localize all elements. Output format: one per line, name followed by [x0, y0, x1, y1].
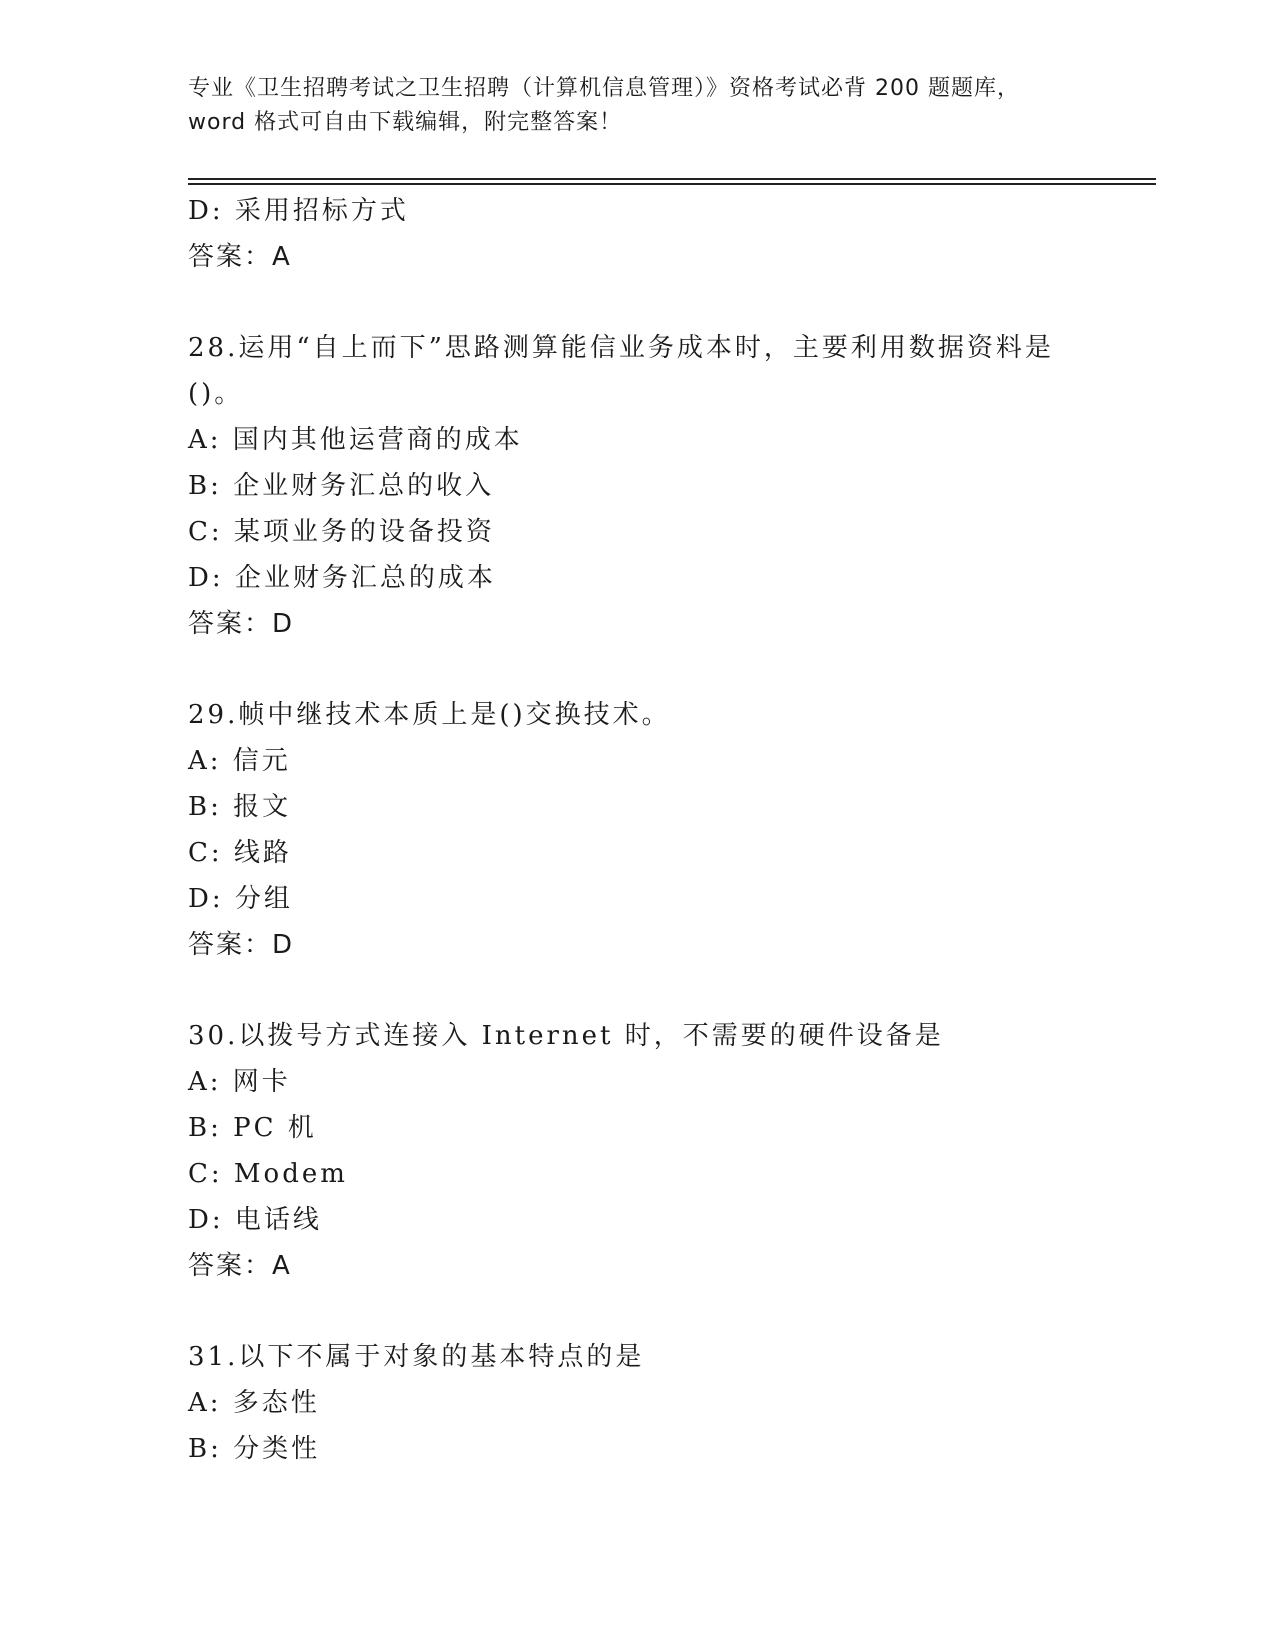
option-a: A: 多态性 — [188, 1388, 320, 1418]
question-28 — [188, 325, 1156, 647]
header-line-1: 专业《卫生招聘考试之卫生招聘（计算机信息管理）》资格考试必背 200 题题库， — [188, 76, 1020, 101]
answer: 答案：A — [188, 242, 292, 272]
question-31 — [188, 1334, 1156, 1472]
question-stem: 29.帧中继技术本质上是()交换技术。 — [188, 700, 671, 730]
option-b: B: PC 机 — [188, 1113, 317, 1143]
option-d: D: 采用招标方式 — [188, 196, 409, 226]
question-27-tail — [188, 188, 1156, 280]
question-stem: 28.运用“自上而下”思路测算能信业务成本时，主要利用数据资料是 — [188, 333, 1054, 363]
option-a: A: 网卡 — [188, 1067, 291, 1097]
question-stem-continued: ()。 — [188, 379, 244, 409]
option-d: D: 电话线 — [188, 1205, 322, 1235]
answer: 答案：D — [188, 930, 295, 960]
question-29 — [188, 692, 1156, 968]
answer: 答案：A — [188, 1251, 292, 1281]
option-a: A: 国内其他运营商的成本 — [188, 425, 523, 455]
option-c: C: 某项业务的设备投资 — [188, 517, 495, 547]
option-c: C: Modem — [188, 1159, 348, 1189]
option-a: A: 信元 — [188, 746, 291, 776]
question-stem: 30.以拨号方式连接入 Internet 时，不需要的硬件设备是 — [188, 1021, 944, 1051]
question-stem: 31.以下不属于对象的基本特点的是 — [188, 1342, 645, 1372]
option-b: B: 企业财务汇总的收入 — [188, 471, 495, 501]
option-c: C: 线路 — [188, 838, 292, 868]
option-b: B: 报文 — [188, 792, 292, 822]
option-d: D: 分组 — [188, 884, 293, 914]
answer: 答案：D — [188, 609, 295, 639]
document-header — [188, 72, 1088, 140]
option-d: D: 企业财务汇总的成本 — [188, 563, 496, 593]
header-line-2: word 格式可自由下载编辑，附完整答案！ — [188, 110, 623, 135]
option-b: B: 分类性 — [188, 1434, 321, 1464]
header-divider-top — [188, 178, 1156, 180]
header-divider-bottom — [188, 183, 1156, 185]
question-30 — [188, 1013, 1156, 1289]
question-list — [188, 188, 1156, 1472]
